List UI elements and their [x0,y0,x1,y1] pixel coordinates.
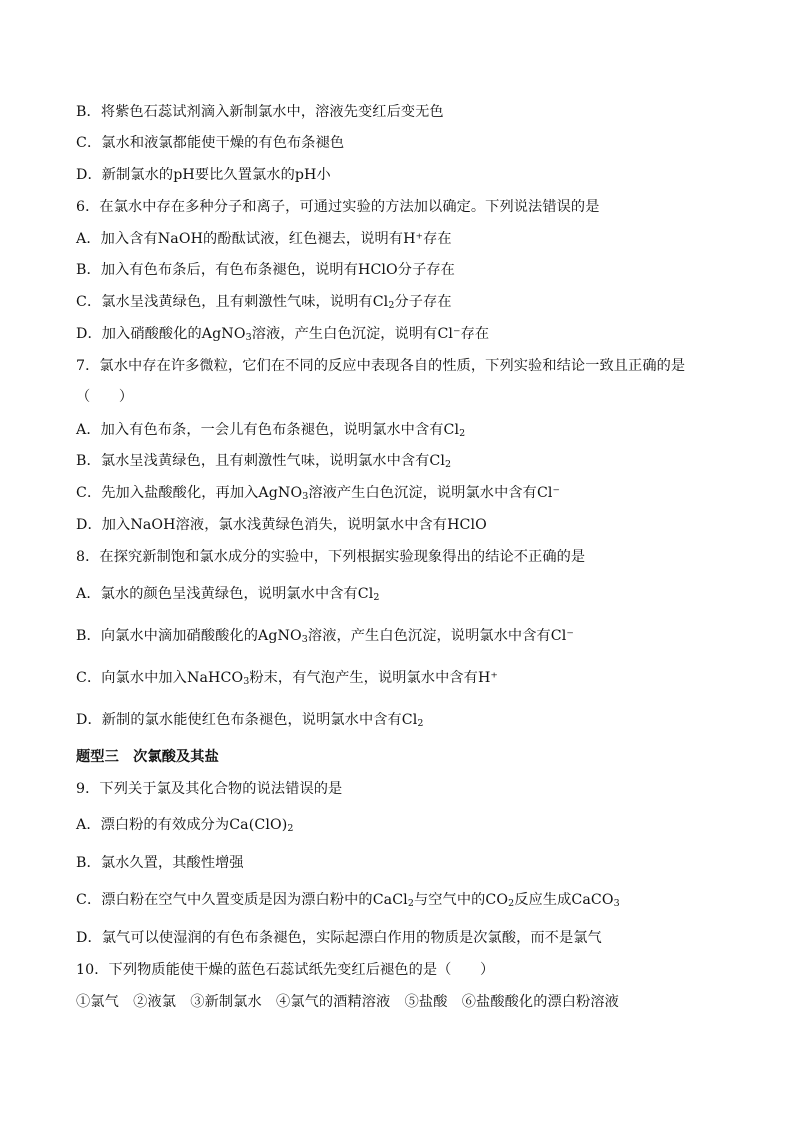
q5-option-b: B．将紫色石蕊试剂滴入新制氯水中，溶液先变红后变无色 [76,104,444,120]
question-7-stem: 7．氯水中存在许多微粒，它们在不同的反应中表现各自的性质，下列实验和结论一致且正确的是 [76,358,686,374]
q9-option-d: D．氯气可以使湿润的有色布条褪色，实际起漂白作用的物质是次氯酸，而不是氯气 [76,930,602,946]
q7-option-a: A．加入有色布条，一会儿有色布条褪色，说明氯水中含有$Cl_2$ [76,422,466,439]
question-8-stem: 8．在探究新制饱和氯水成分的实验中，下列根据实验现象得出的结论不正确的是 [76,549,586,565]
q6-option-c: C．氯水呈浅黄绿色，且有刺激性气味，说明有$Cl_2$分子存在 [76,294,452,311]
q9-option-a: A．漂白粉的有效成分为$Ca(ClO)_2$ [76,817,294,834]
question-9-stem: 9．下列关于氯及其化合物的说法错误的是 [76,781,343,797]
q8-option-d: D．新制的氯水能使红色布条褪色，说明氯水中含有$Cl_2$ [76,712,424,729]
q8-option-c: C．向氯水中加入NaHCO$_3$粉末，有气泡产生，说明氯水中含有H⁺ [76,670,499,687]
q9-option-b: B．氯水久置，其酸性增强 [76,855,244,871]
q7-answer-blank: （ ） [76,389,134,405]
q9-option-c: C．漂白粉在空气中久置变质是因为漂白粉中的CaCl$_2$与空气中的$CO_2$反应生成CaCO$_3$ [76,892,620,909]
q5-option-d: D．新制氯水的pH要比久置氯水的pH小 [76,167,331,183]
q10-choices: ①氯气 ②液氯 ③新制氯水 ④氯气的酒精溶液 ⑤盐酸 ⑥盐酸酸化的漂白粉溶液 [76,994,619,1010]
q7-option-c: C．先加入盐酸酸化，再加入AgNO$_3$溶液产生白色沉淀，说明氯水中含有Cl⁻ [76,485,561,502]
q6-option-b: B．加入有色布条后，有色布条褪色，说明有HClO分子存在 [76,262,455,278]
question-6-stem: 6．在氯水中存在多种分子和离子，可通过实验的方法加以确定。下列说法错误的是 [76,199,600,215]
q5-option-c: C．氯水和液氯都能使干燥的有色布条褪色 [76,135,345,151]
q6-option-d: D．加入硝酸酸化的AgNO$_3$溶液，产生白色沉淀，说明有Cl⁻存在 [76,326,490,343]
q8-option-b: B．向氯水中滴加硝酸酸化的AgNO$_3$溶液，产生白色沉淀，说明氯水中含有Cl⁻ [76,628,574,645]
q7-option-d: D．加入NaOH溶液，氯水浅黄绿色消失，说明氯水中含有HClO [76,517,487,533]
q8-option-a: A．氯水的颜色呈浅黄绿色，说明氯水中含有$Cl_2$ [76,586,380,603]
q7-option-b: B．氯水呈浅黄绿色，且有刺激性气味，说明氯水中含有$Cl_2$ [76,453,452,470]
q6-option-a: A．加入含有NaOH的酚酞试液，红色褪去，说明有H⁺存在 [76,231,452,247]
question-10-stem: 10．下列物质能使干燥的蓝色石蕊试纸先变红后褪色的是（ ） [76,962,495,978]
section-heading: 题型三 次氯酸及其盐 [76,749,219,765]
